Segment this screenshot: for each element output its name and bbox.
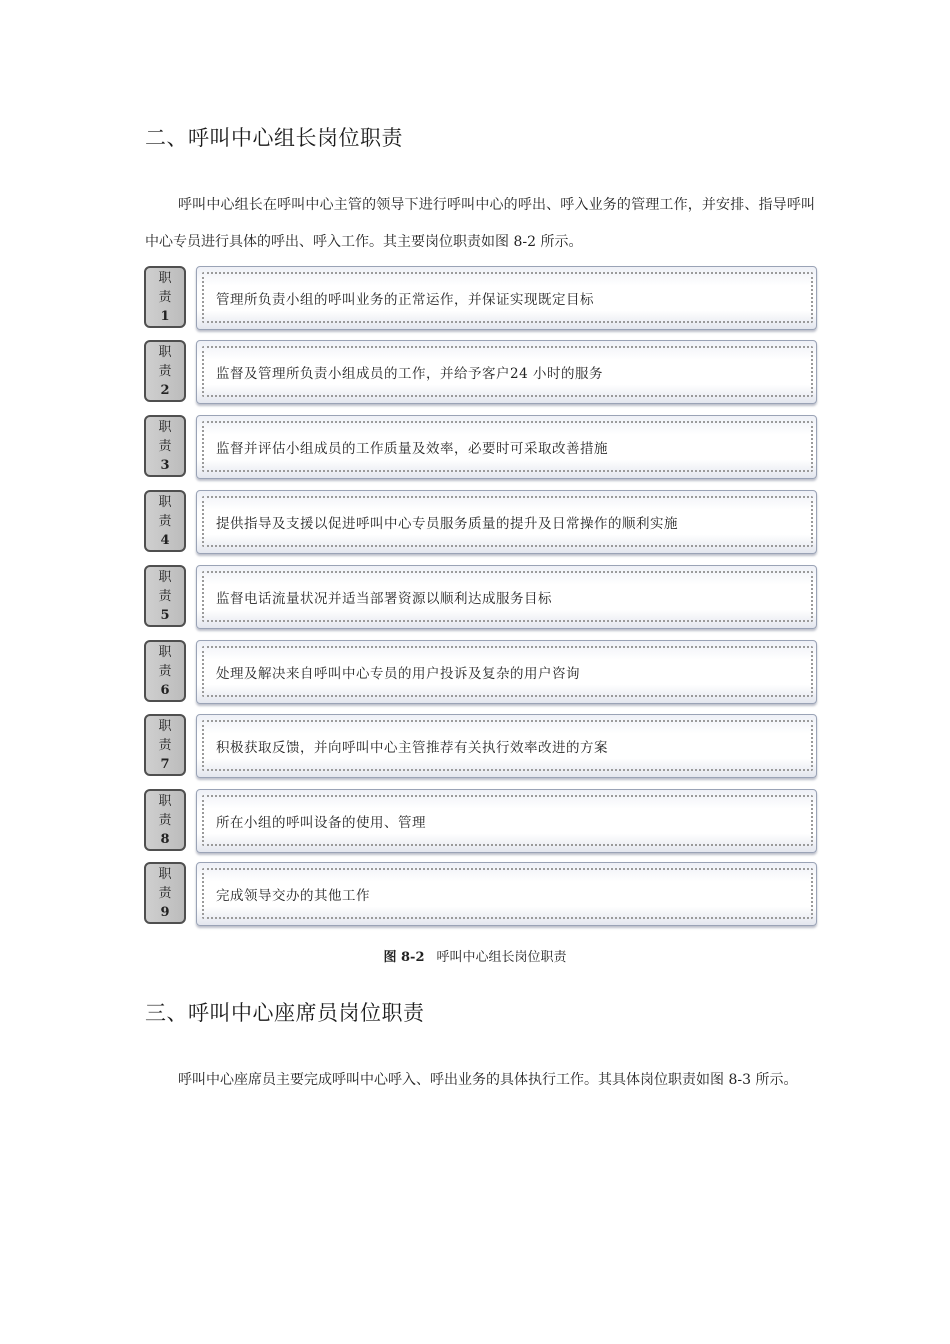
duty-item-5 [144,565,819,629]
duty-box-8 [196,789,817,853]
duty-tag-2 [144,340,186,402]
section-2-paragraph: 呼叫中心组长在呼叫中心主管的领导下进行呼叫中心的呼出、呼入业务的管理工作，并安排、指导呼叫中心专员进行具体的呼出、呼入工作。其主要岗位职责如图 8-2 所示。 [145,197,815,250]
duty-tag-char: 职 [158,344,172,360]
duty-tag-3 [144,415,186,477]
duty-tag-number: 2 [160,382,170,398]
duty-tag-char: 职 [158,569,172,585]
duty-item-7 [144,714,819,778]
duty-tag-char: 责 [158,663,172,679]
duty-tag-char: 责 [158,588,172,604]
duty-tag-number: 3 [160,457,170,473]
figure-title: 呼叫中心组长岗位职责 [436,950,567,965]
duty-tag-9 [144,862,186,924]
duty-item-9 [144,862,819,926]
section-2-heading: 二、呼叫中心组长岗位职责 [145,126,403,150]
duty-tag-6 [144,640,186,702]
duty-tag-char: 职 [158,494,172,510]
duty-box-6 [196,640,817,704]
duty-tag-number: 8 [160,831,170,847]
duty-box-1 [196,266,817,330]
duty-tag-7 [144,714,186,776]
duty-tag-char: 责 [158,513,172,529]
duty-tag-4 [144,490,186,552]
duty-box-3 [196,415,817,479]
duty-text-7: 积极获取反馈，并向呼叫中心主管推荐有关执行效率改进的方案 [202,720,813,771]
duty-item-8 [144,789,819,853]
duty-tag-char: 职 [158,793,172,809]
section-3-paragraph: 呼叫中心座席员主要完成呼叫中心呼入、呼出业务的具体执行工作。其具体岗位职责如图 8-3 所示。 [178,1072,798,1088]
duty-tag-char: 责 [158,737,172,753]
duty-tag-char: 责 [158,363,172,379]
duty-text-5: 监督电话流量状况并适当部署资源以顺利达成服务目标 [202,571,813,622]
duty-tag-number: 6 [160,682,170,698]
duty-tag-number: 5 [160,607,170,623]
section-3-heading: 三、呼叫中心座席员岗位职责 [145,1001,425,1025]
duty-box-9 [196,862,817,926]
duty-tag-char: 责 [158,289,172,305]
duty-tag-char: 责 [158,438,172,454]
duty-item-3 [144,415,819,479]
duty-text-3: 监督并评估小组成员的工作质量及效率，必要时可采取改善措施 [202,421,813,472]
duty-tag-char: 职 [158,718,172,734]
duty-box-4 [196,490,817,554]
duty-tag-char: 职 [158,644,172,660]
duty-tag-char: 职 [158,419,172,435]
duty-item-2 [144,340,819,404]
duty-item-4 [144,490,819,554]
duty-tag-number: 9 [160,904,170,920]
duty-text-9: 完成领导交办的其他工作 [202,868,813,919]
duty-box-2 [196,340,817,404]
duty-tag-8 [144,789,186,851]
duty-tag-number: 4 [160,532,170,548]
duty-tag-number: 1 [160,308,170,324]
duty-box-7 [196,714,817,778]
duty-tag-char: 责 [158,885,172,901]
duty-text-8: 所在小组的呼叫设备的使用、管理 [202,795,813,846]
figure-number: 图 8-2 [383,950,425,965]
duty-item-6 [144,640,819,704]
duty-item-1 [144,266,819,330]
figure-caption [0,946,950,965]
duty-text-2: 监督及管理所负责小组成员的工作，并给予客户24 小时的服务 [202,346,813,397]
duty-tag-char: 职 [158,270,172,286]
duty-tag-number: 7 [160,756,170,772]
duty-tag-char: 职 [158,866,172,882]
duty-tag-char: 责 [158,812,172,828]
duty-tag-1 [144,266,186,328]
duty-text-4: 提供指导及支援以促进呼叫中心专员服务质量的提升及日常操作的顺利实施 [202,496,813,547]
duty-box-5 [196,565,817,629]
duty-tag-5 [144,565,186,627]
duty-text-1: 管理所负责小组的呼叫业务的正常运作，并保证实现既定目标 [202,272,813,323]
duty-text-6: 处理及解决来自呼叫中心专员的用户投诉及复杂的用户咨询 [202,646,813,697]
